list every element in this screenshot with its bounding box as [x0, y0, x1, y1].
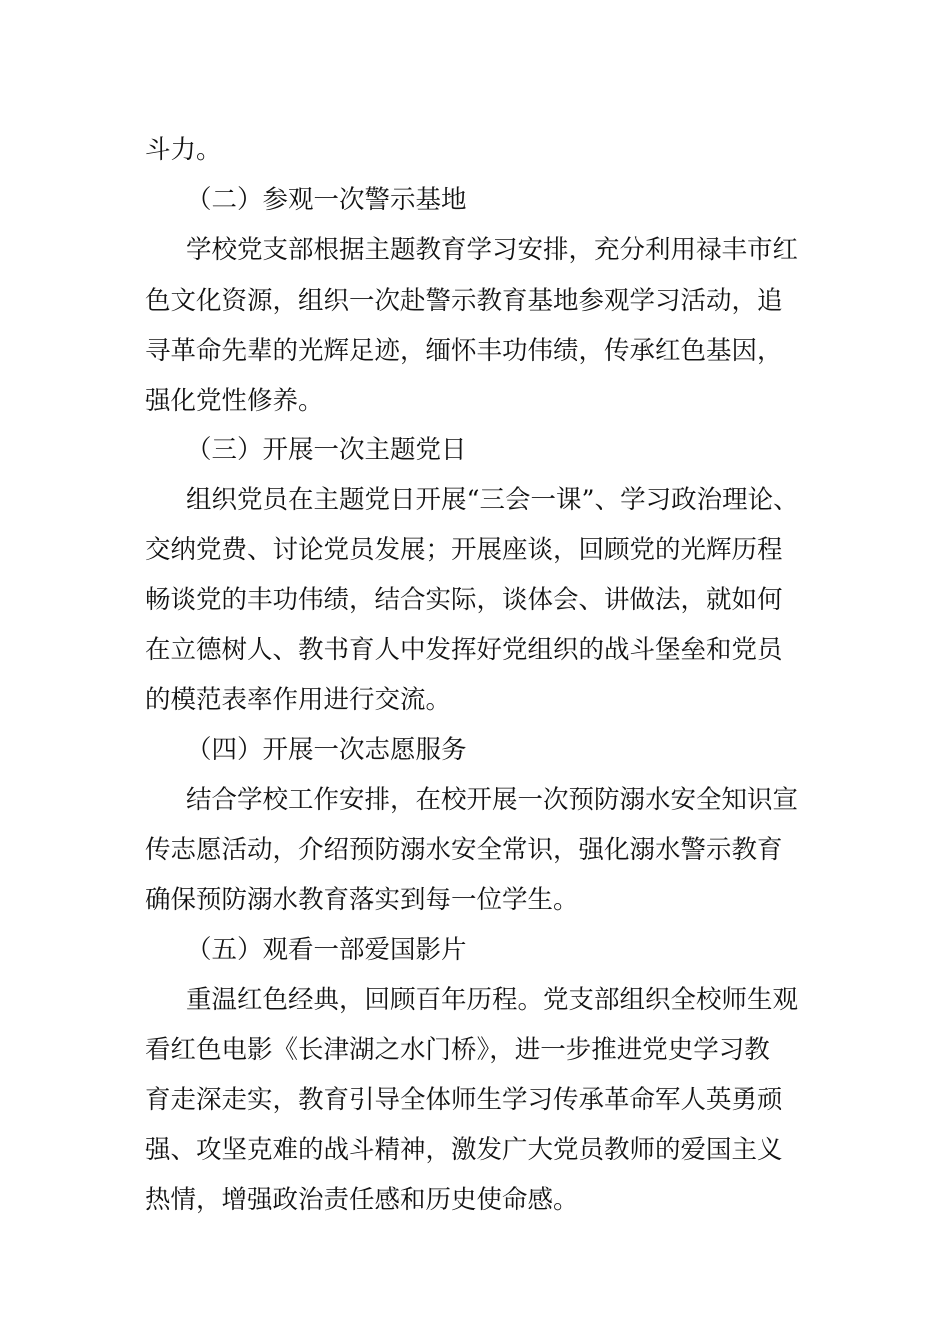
paragraph-line: 看红色电影《长津湖之水门桥》，进一步推进党史学习教	[145, 1035, 770, 1065]
paragraph-line: 畅谈党的丰功伟绩，结合实际，谈体会、讲做法，就如何	[145, 585, 783, 615]
paragraph-line: 传志愿活动，介绍预防溺水安全常识，强化溺水警示教育	[145, 835, 783, 865]
section-heading-2: （二）参观一次警示基地	[186, 185, 467, 215]
paragraph-line: 热情，增强政治责任感和历史使命感。	[145, 1185, 579, 1215]
section-heading-5: （五）观看一部爱国影片	[186, 935, 467, 965]
section-heading-3: （三）开展一次主题党日	[186, 435, 467, 465]
paragraph-line: 强、攻坚克难的战斗精神，激发广大党员教师的爱国主义	[145, 1135, 783, 1165]
paragraph-line: 强化党性修养。	[145, 386, 324, 416]
paragraph-line: 育走深走实，教育引导全体师生学习传承革命军人英勇顽	[145, 1085, 783, 1115]
paragraph-line: 组织党员在主题党日开展“三会一课”、学习政治理论、	[186, 485, 799, 515]
paragraph-line: 寻革命先辈的光辉足迹，缅怀丰功伟绩，传承红色基因，	[145, 336, 783, 366]
paragraph-line: 的模范表率作用进行交流。	[145, 685, 452, 715]
paragraph-line: 色文化资源，组织一次赴警示教育基地参观学习活动，追	[145, 286, 783, 316]
section-heading-4: （四）开展一次志愿服务	[186, 735, 467, 765]
paragraph-line: 交纳党费、讨论党员发展；开展座谈，回顾党的光辉历程	[145, 535, 783, 565]
paragraph-line: 学校党支部根据主题教育学习安排，充分利用禄丰市红	[186, 235, 799, 265]
paragraph-line: 重温红色经典，回顾百年历程。党支部组织全校师生观	[186, 985, 799, 1015]
paragraph-line: 斗力。	[145, 135, 222, 165]
paragraph-line: 结合学校工作安排，在校开展一次预防溺水安全知识宣	[186, 785, 799, 815]
paragraph-line: 确保预防溺水教育落实到每一位学生。	[145, 885, 579, 915]
paragraph-line: 在立德树人、教书育人中发挥好党组织的战斗堡垒和党员	[145, 635, 783, 665]
